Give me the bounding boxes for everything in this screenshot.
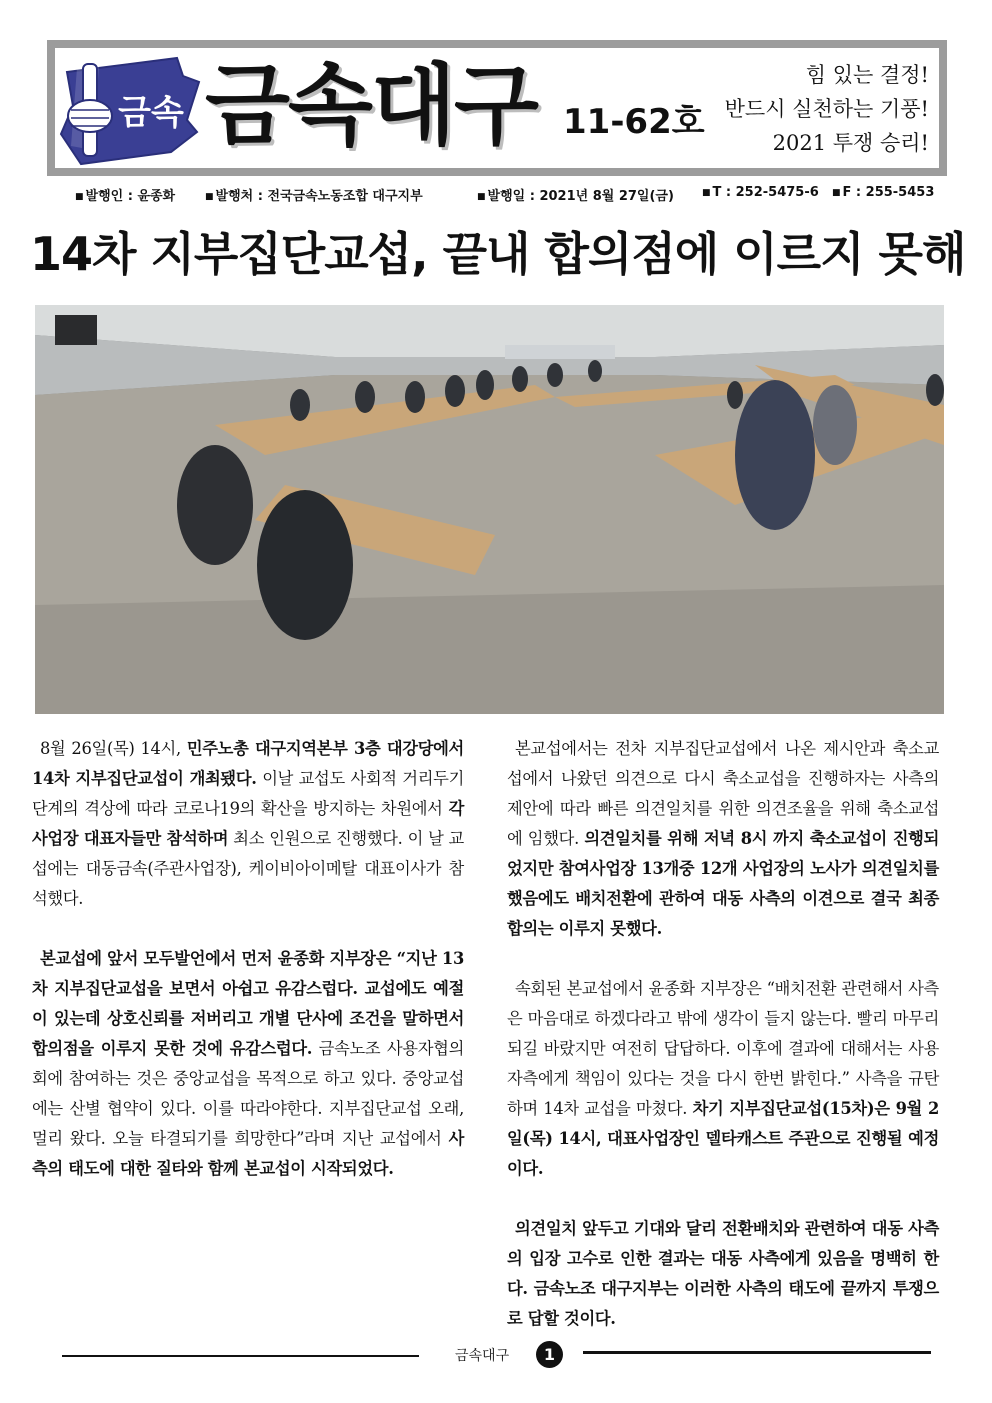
footer-rule-right (583, 1351, 931, 1354)
text-run-bold: 각 사업장 대표자들만 참석하며 (32, 799, 464, 848)
logo-text: 금속 (118, 93, 184, 133)
footer-rule-left (62, 1355, 419, 1357)
slogans (725, 58, 929, 160)
publication-info-bar (47, 179, 947, 207)
text-run-bold: 민주노총 대구지역본부 3층 대강당에서 14차 지부집단교섭이 개최됐다. (32, 739, 464, 788)
union-logo-icon (59, 54, 201, 168)
text-run-bold: 사측의 태도에 대한 질타와 함께 본교섭이 시작되었다. (32, 1129, 464, 1178)
text-run-bold: 의견일치 앞두고 기대와 달리 전환배치와 관련하여 대동 사측의 입장 고수로 인한 결과는 대동 사측에게 있음을 명백히 한다. 금속노조 대구지부는 이러한 사측의 태도에 끝까지 투쟁으로 답할 것이다. (507, 1219, 939, 1328)
paragraph-4 (507, 974, 939, 1184)
footer-paper-name: 금속대구 (455, 1348, 510, 1364)
article-column-right (507, 734, 939, 1364)
paragraph-2 (32, 944, 464, 1184)
headline: 14차 지부집단교섭, 끝내 합의점에 이르지 못해 (30, 227, 966, 281)
text-run: 속회된 본교섭에서 윤종화 지부장은 “배치전환 관련해서 사측은 마음대로 하겠다라고 밖에 생각이 들지 않는다. 빨리 마무리되길 바랐지만 여전히 답답하다. 이후에 결과에 대해서는 사용자측에게 책임이 있다는 것을 다시 한번 밝힌다.” 사측을 규탄하며 14차 교섭을 마쳤다. (507, 979, 939, 1118)
issue-number: 11-62호 (563, 102, 705, 142)
paragraph-5 (507, 1214, 939, 1334)
text-run-bold: 차기 지부집단교섭(15차)은 9월 2일(목) 14시, 대표사업장인 델타캐스트 주관으로 진행될 예정이다. (507, 1099, 939, 1178)
text-run: 본교섭에서는 전차 지부집단교섭에서 나온 제시안과 축소교섭에서 나왔던 의견으로 다시 축소교섭을 진행하자는 사측의 제안에 따라 빠른 의견일치를 위한 의견조율을 위해 축소교섭에 임했다. (507, 739, 939, 848)
paragraph-1 (32, 734, 464, 914)
meeting-photo (35, 305, 944, 714)
masthead (47, 40, 947, 176)
paragraph-3 (507, 734, 939, 944)
slogan-2: 반드시 실천하는 기풍! (724, 97, 929, 121)
publish-date: ■ 발행일 : 2021년 8월 27일(금) (477, 185, 674, 204)
text-run-bold: 의견일치를 위해 저녁 8시 까지 축소교섭이 진행되었지만 참여사업장 13개중 12개 사업장의 노사가 의견일치를 했음에도 배치전환에 관하여 대동 사측의 이견으로 결국 최종 합의는 이루지 못했다. (507, 829, 940, 938)
publisher: ■ 발행인 : 윤종화 (75, 185, 175, 204)
slogan-3: 2021 투쟁 승리! (772, 131, 929, 155)
text-run: 최소 인원으로 진행했다. 이 날 교섭에는 대동금속(주관사업장), 케이비아이메탈 대표이사가 참석했다. (32, 829, 464, 908)
page-number: 1 (536, 1341, 563, 1368)
fax: ■ F : 255-5453 (832, 185, 934, 200)
masthead-inner (55, 48, 939, 168)
paper-title: 금속대구 (205, 54, 538, 157)
slogan-1: 힘 있는 결정! (805, 63, 929, 87)
article-column-left (32, 734, 464, 1214)
text-run: 이날 교섭도 사회적 거리두기 단계의 격상에 따라 코로나19의 확산을 방지하는 차원에서 (32, 769, 464, 818)
text-run-bold: 본교섭에 앞서 모두발언에서 먼저 윤종화 지부장은 “지난 13차 지부집단교섭을 보면서 아쉽고 유감스럽다. 교섭에도 예절이 있는데 상호신뢰를 저버리고 개별 단사에 조건을 말하면서 합의점을 이루지 못한 것에 유감스럽다. (32, 949, 464, 1058)
publishing-office: ■ 발행처 : 전국금속노동조합 대구지부 (205, 185, 423, 204)
text-run: 8월 26일(목) 14시, (40, 739, 187, 758)
telephone: ■ T : 252-5475-6 (702, 185, 819, 200)
text-run: 금속노조 사용자협의회에 참여하는 것은 중앙교섭을 목적으로 하고 있다. 중앙교섭에는 산별 협약이 있다. 이를 따라야한다. 지부집단교섭 오래, 멀리 왔다. 오늘 타결되기를 희망한다”라며 지난 교섭에서 (32, 1039, 464, 1148)
